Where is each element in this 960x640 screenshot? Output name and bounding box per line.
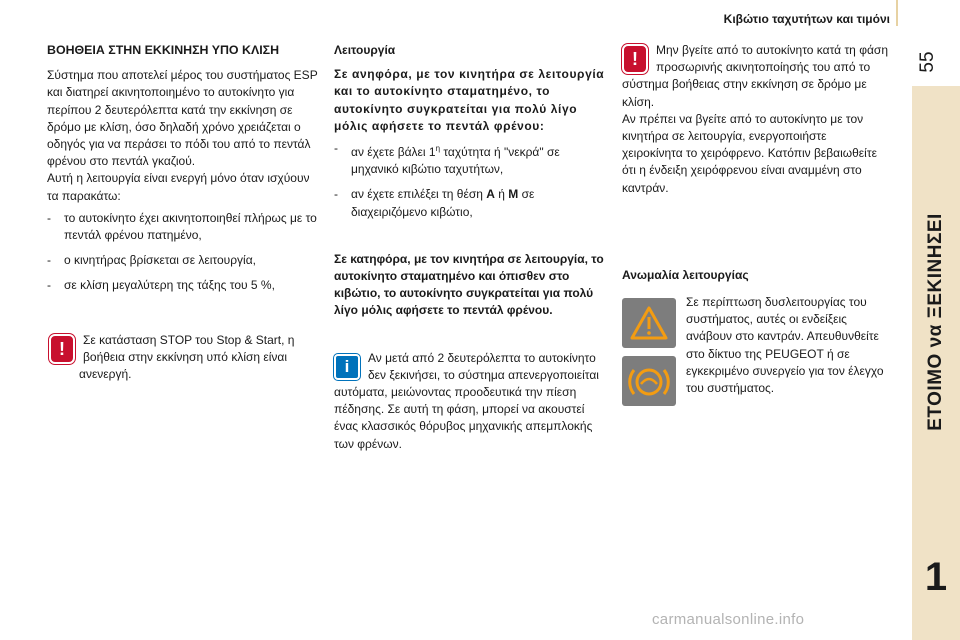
column-warnings (622, 42, 890, 406)
list-item: - το αυτοκίνητο έχει ακινητοποιηθεί πλήρως με το πεντάλ φρένου πατημένο, (47, 210, 317, 243)
list-item: - αν έχετε βάλει $1^\eta$ ταχύτητα ή "νεκρά" σε μηχανικό κιβώτιο ταχυτήτων, (334, 141, 560, 177)
hill-start-condition: Αυτή η λειτουργία είναι ενεργή μόνο όταν ισχύουν τα παρακάτω: (47, 171, 310, 203)
stop-start-warning: ! Σε κατάσταση STOP του Stop & Start, η βοήθεια στην εκκίνηση υπό κλίση είναι ανενεργή. (47, 332, 322, 384)
info-icon: i (334, 354, 360, 380)
chapter-title-text: ΕΤΟΙΜΟ να ΞΕΚΙΝΗΣΕΙ (925, 213, 946, 431)
list-item: - σε κλίση μεγαλύτερη της τάξης του 5 %, (47, 278, 275, 293)
column-hill-start-assist (47, 42, 322, 383)
warning-icon: ! (622, 44, 648, 74)
section-title: Κιβώτιο ταχυτήτων και τιμόνι (723, 12, 890, 26)
chapter-number: 1 (924, 555, 948, 599)
list-item: - ο κινητήρας βρίσκεται σε λειτουργία, (47, 253, 256, 268)
page-number-text: 55 (917, 51, 938, 73)
malfunction-block (622, 294, 890, 406)
warning-lamps (622, 294, 686, 406)
list-item: - αν έχετε επιλέξει τη θέση A ή M σε διαχειριζόμενο κιβώτιο, (334, 187, 535, 219)
page-number (908, 42, 948, 82)
hill-start-heading: ΒΟΗΘΕΙΑ ΣΤΗΝ ΕΚΚΙΝΗΣΗ ΥΠΟ ΚΛΙΣΗ (47, 43, 280, 57)
warning-icon: ! (49, 334, 75, 364)
exit-warning-extra: Αν πρέπει να βγείτε από το αυτοκίνητο με τον κινητήρα σε λειτουργία, ενεργοποιήστε χειροκίνητα το χειρόφρενο. Κατόπιν βεβαιωθείτε ότι η ένδειξη χειρόφρενου είναι αναμμένη στο καντράν. (622, 111, 877, 195)
chapter-title (912, 92, 960, 552)
operation-heading: Λειτουργία (334, 43, 396, 57)
downhill-title: Σε κατηφόρα, με τον κινητήρα σε λειτουργία, το αυτοκίνητο σταματημένο και όπισθεν στο κιβώτιο, το αυτοκίνητο συγκρατείται για πολύ λίγο μόλις αφήσετε το πεντάλ φρένου. (334, 251, 604, 318)
malfunction-heading: Ανωμαλία λειτουργίας (622, 267, 749, 282)
info-note: i Αν μετά από 2 δευτερόλεπτα το αυτοκίνητο δεν ξεκινήσει, το σύστημα απενεργοποιείται αυτόματα, μειώνοντας προοδευτικά την πίεση πέδησης. Σε αυτή τη φάση, μπορεί να ακουστεί ένας κλασσικός θόρυβος μηχανικής απεμπλοκής των φρένων. (334, 350, 599, 451)
exit-warning: ! Μην βγείτε από το αυτοκίνητο κατά τη φάση προσωρινής ακινητοποίησής του από το σύστημα βοήθειας στην εκκίνηση σε δρόμο με κλίση. (622, 43, 888, 109)
column-operation (334, 42, 606, 453)
header-divider (896, 0, 898, 26)
watermark: carmanualsonline.info (652, 611, 805, 628)
uphill-title: Σε ανηφόρα, με τον κινητήρα σε λειτουργία και το αυτοκίνητο σταματημένο, το αυτοκίνητο συγκρατείται για πολύ λίγο μόλις αφήσετε το πεντάλ φρένου: (334, 67, 605, 133)
hill-start-intro: Σύστημα που αποτελεί μέρος του συστήματος ESP και διατηρεί ακινητοποιημένο το αυτοκίνητο για περίπου 2 δευτερόλεπτα κατά την εκκίνηση σε δρόμο με κλίση, όσο δηλαδή χρόνο χρειάζεται ο οδηγός για να περάσει το πόδι του από το πεντάλ φρένου στο πεντάλ γκαζιού. (47, 68, 318, 169)
brake-warning-lamp-icon (622, 356, 676, 406)
malfunction-text: Σε περίπτωση δυσλειτουργίας του συστήματος, αυτές οι ενδείξεις ανάβουν στο καντράν. Απευθυνθείτε στο δίκτυο της PEUGEOT ή σε εγκεκριμένο συνεργείο για τον έλεγχο του συστήματος. (686, 295, 884, 396)
service-warning-lamp-icon (622, 298, 676, 348)
